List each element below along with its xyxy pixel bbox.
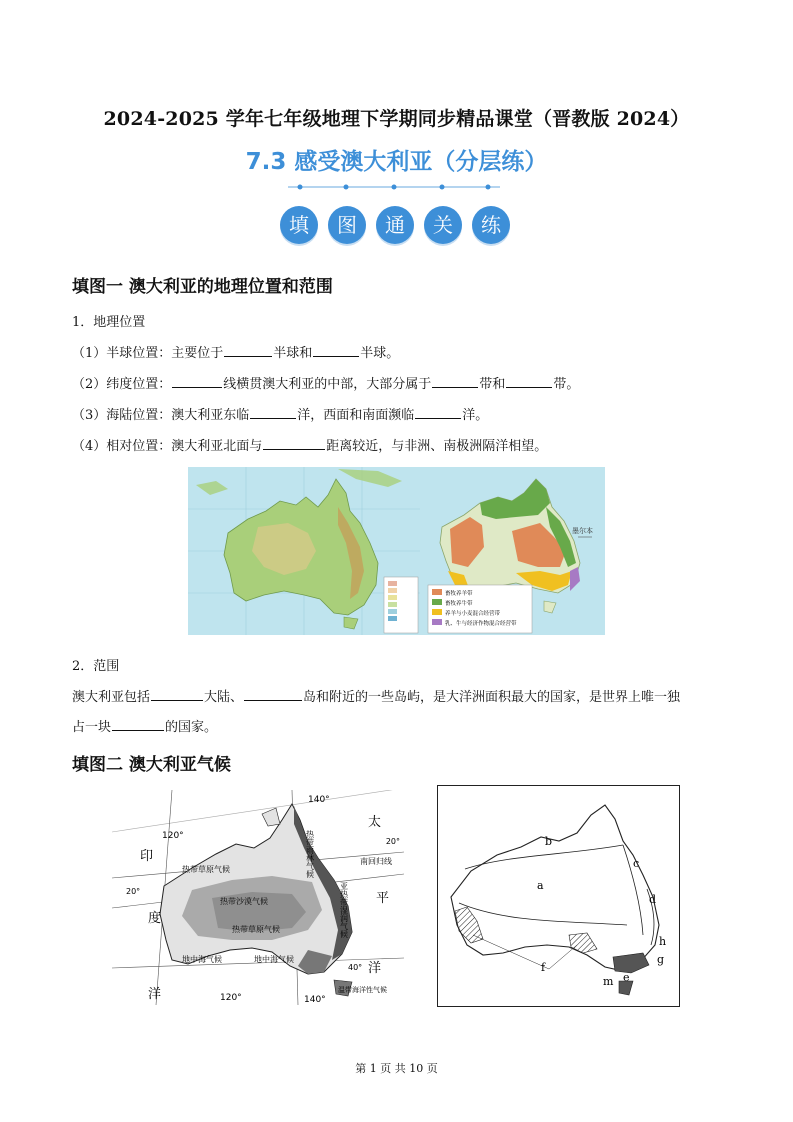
- answer-blank[interactable]: [313, 344, 359, 357]
- question-2: （2）纬度位置： 线横贯澳大利亚的中部，大部分属于 带和 带。: [72, 377, 580, 392]
- region-letter-c: c: [633, 857, 640, 870]
- range-line-1: 澳大利亚包括 大陆、 岛和附近的一些岛屿，是大洋洲面积最大的国家，是世界上唯一独: [72, 690, 681, 705]
- document-title: 2024-2025 学年七年级地理下学期同步精品课堂（晋教版 2024）: [103, 108, 690, 130]
- climate-label-1: 热带草原气候: [182, 865, 230, 874]
- region-letter-a: a: [537, 879, 544, 892]
- ocean-char: 洋: [148, 987, 162, 1002]
- badge-5: 练: [472, 206, 510, 244]
- badge-3: 通: [376, 206, 414, 244]
- lesson-subtitle: 7.3 感受澳大利亚（分层练）: [245, 149, 548, 175]
- lon-label-bottom-right: 140°: [304, 995, 326, 1005]
- answer-blank[interactable]: [172, 375, 222, 388]
- answer-blank[interactable]: [224, 344, 272, 357]
- lon-label-bottom-left: 120°: [220, 993, 242, 1003]
- ocean-char: 太: [368, 815, 382, 830]
- answer-blank[interactable]: [112, 718, 164, 731]
- lat-label-left: 20°: [126, 887, 141, 896]
- australia-climate-map: [112, 790, 404, 1005]
- climate-label-6: 温带海洋性气候: [338, 986, 387, 994]
- badge-2: 图: [328, 206, 366, 244]
- question-4: （4）相对位置：澳大利亚北面与 距离较近，与非洲、南极洲隔洋相望。: [72, 439, 548, 454]
- region-letter-d: d: [649, 893, 657, 906]
- legend-item-1: 畜牧养羊带: [445, 591, 473, 597]
- section1-heading: 填图一 澳大利亚的地理位置和范围: [72, 277, 333, 297]
- legend-item-3: 养羊与小麦混合经营带: [445, 611, 501, 617]
- page-footer: 第 1 页 共 10 页: [355, 1062, 438, 1075]
- australia-outline-map: [437, 785, 680, 1007]
- region-letter-m: m: [603, 975, 614, 988]
- climate-label-2: 热带沙漠气候: [220, 897, 268, 906]
- east-climate-label: 热带雨林气候: [305, 830, 315, 878]
- answer-blank[interactable]: [244, 688, 302, 701]
- australia-agriculture-map: [420, 467, 605, 635]
- part1-title: 1．地理位置: [72, 315, 146, 330]
- answer-blank[interactable]: [506, 375, 552, 388]
- range-line-2: 占一块 的国家。: [72, 720, 218, 735]
- answer-blank[interactable]: [151, 688, 203, 701]
- climate-label-5: 地中海气候: [254, 955, 294, 964]
- ocean-char: 洋: [368, 961, 382, 976]
- region-letter-b: b: [545, 835, 553, 848]
- lon-label-top-right: 140°: [308, 795, 330, 805]
- ocean-char: 平: [376, 891, 390, 906]
- tropic-line-label: 南回归线: [360, 857, 392, 866]
- badge-4: 关: [424, 206, 462, 244]
- part2-title: 2．范围: [72, 659, 120, 674]
- answer-blank[interactable]: [250, 406, 296, 419]
- question-3: （3）海陆位置：澳大利亚东临 洋，西面和南面濒临 洋。: [72, 408, 489, 423]
- climate-label-3: 热带草原气候: [232, 925, 280, 934]
- ocean-char: 度: [148, 911, 162, 926]
- ocean-char: 印: [140, 849, 154, 864]
- region-letter-e: e: [623, 971, 630, 984]
- answer-blank[interactable]: [263, 437, 325, 450]
- climate-label-4: 地中海气候: [182, 955, 222, 964]
- lat-label-right: 20°: [385, 837, 400, 846]
- australia-physical-map: [188, 467, 420, 635]
- answer-blank[interactable]: [432, 375, 478, 388]
- answer-blank[interactable]: [415, 406, 461, 419]
- lon-label-top-left: 120°: [162, 831, 184, 841]
- subtropic-climate-label: 亚热带湿润气候: [339, 882, 349, 938]
- region-letter-f: f: [541, 961, 546, 974]
- section2-heading: 填图二 澳大利亚气候: [72, 755, 231, 775]
- lat-label-south: 40°: [348, 963, 363, 972]
- region-letter-h: h: [659, 935, 667, 948]
- badge-1: 填: [280, 206, 318, 244]
- legend-item-4: 乳、牛与经济作物混合经营带: [445, 621, 517, 627]
- badge-row: [280, 206, 512, 248]
- legend-item-2: 畜牧养牛带: [445, 601, 473, 607]
- decorative-dot-line: [288, 184, 500, 190]
- question-1: （1）半球位置：主要位于 半球和 半球。: [72, 346, 400, 361]
- city-label: 墨尔本: [572, 527, 593, 535]
- region-letter-g: g: [657, 953, 665, 966]
